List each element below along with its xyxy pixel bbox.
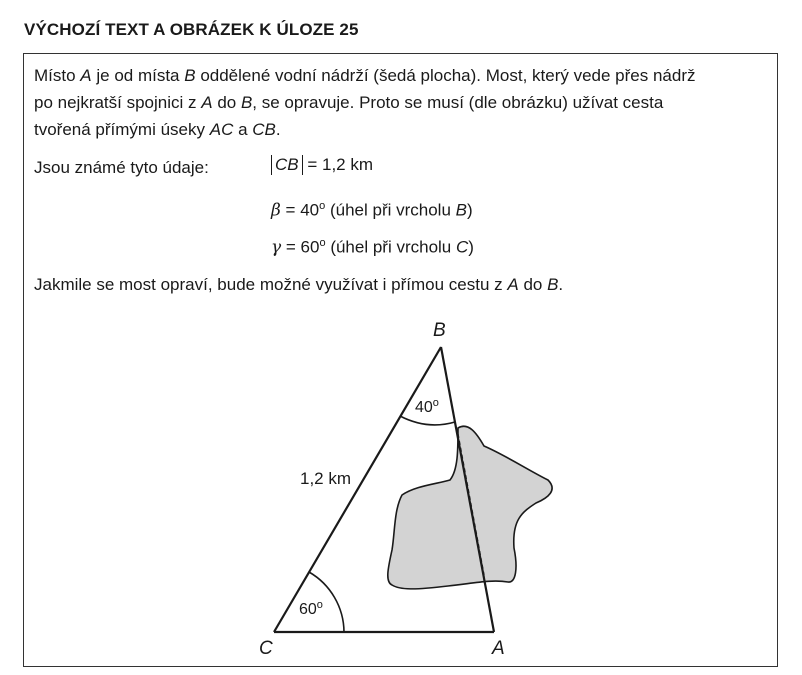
gamma-note-end: ): [468, 237, 474, 257]
beta-note: (úhel při vrcholu: [325, 200, 456, 220]
intro-text: po nejkratší spojnici z: [34, 93, 202, 112]
outro-text: do: [518, 275, 548, 294]
gamma-note: (úhel při vrcholu: [325, 237, 456, 257]
vertex-b-label: B: [433, 320, 446, 341]
intro-text: .: [275, 120, 281, 139]
given-label: Jsou známé tyto údaje:: [34, 158, 209, 177]
angle-arc-b: [400, 416, 455, 425]
point-a-ref: A: [507, 275, 519, 294]
point-a-ref: A: [201, 93, 213, 112]
outro-text: Jakmile se most opraví, bude možné využívat i přímou cestu z: [34, 275, 508, 294]
angle-c-value: 60: [299, 601, 317, 618]
intro-text: do: [212, 93, 241, 112]
angle-b-label: [415, 397, 439, 416]
outro-text: .: [558, 275, 564, 294]
degree-sign: o: [432, 397, 439, 409]
point-b-ref: B: [547, 275, 559, 294]
intro-text: je od místa: [91, 66, 185, 85]
cb-value: = 1,2 km: [302, 155, 374, 174]
vertex-c-label: C: [259, 638, 273, 659]
point-b-ref: B: [184, 66, 196, 85]
intro-text: Místo: [34, 66, 81, 85]
intro-text: , se opravuje. Proto se musí (dle obrázku) užívat cesta: [252, 93, 664, 112]
side-cb-length-label: 1,2 km: [300, 469, 352, 488]
point-b-ref: B: [240, 93, 253, 112]
angle-b-value: 40: [415, 399, 433, 416]
beta-symbol: β: [271, 200, 281, 221]
gamma-symbol: γ: [271, 237, 282, 258]
segment-ac-ref: AC: [209, 120, 234, 139]
intro-text: tvořená přímými úseky: [34, 120, 210, 139]
degree-sign: o: [316, 599, 323, 611]
beta-note-end: ): [466, 200, 473, 220]
intro-text: oddělené vodní nádrží (šedá plocha). Most, který vede přes nádrž: [195, 66, 696, 85]
degree-sign: o: [319, 200, 326, 212]
task-heading: VÝCHOZÍ TEXT A OBRÁZEK K ÚLOZE 25: [24, 20, 359, 39]
segment-cb-ref: CB: [252, 120, 276, 139]
beta-value: = 40: [280, 200, 320, 220]
vertex-b-ref: B: [455, 200, 467, 220]
vertex-c-ref: C: [455, 237, 469, 257]
gamma-value: = 60: [281, 237, 320, 257]
point-a-ref: A: [80, 66, 92, 85]
degree-sign: o: [319, 237, 326, 249]
angle-c-label: [299, 599, 323, 618]
abs-cb-symbol: CB: [271, 155, 303, 175]
intro-text: a: [233, 120, 253, 139]
vertex-a-label: A: [492, 638, 505, 659]
